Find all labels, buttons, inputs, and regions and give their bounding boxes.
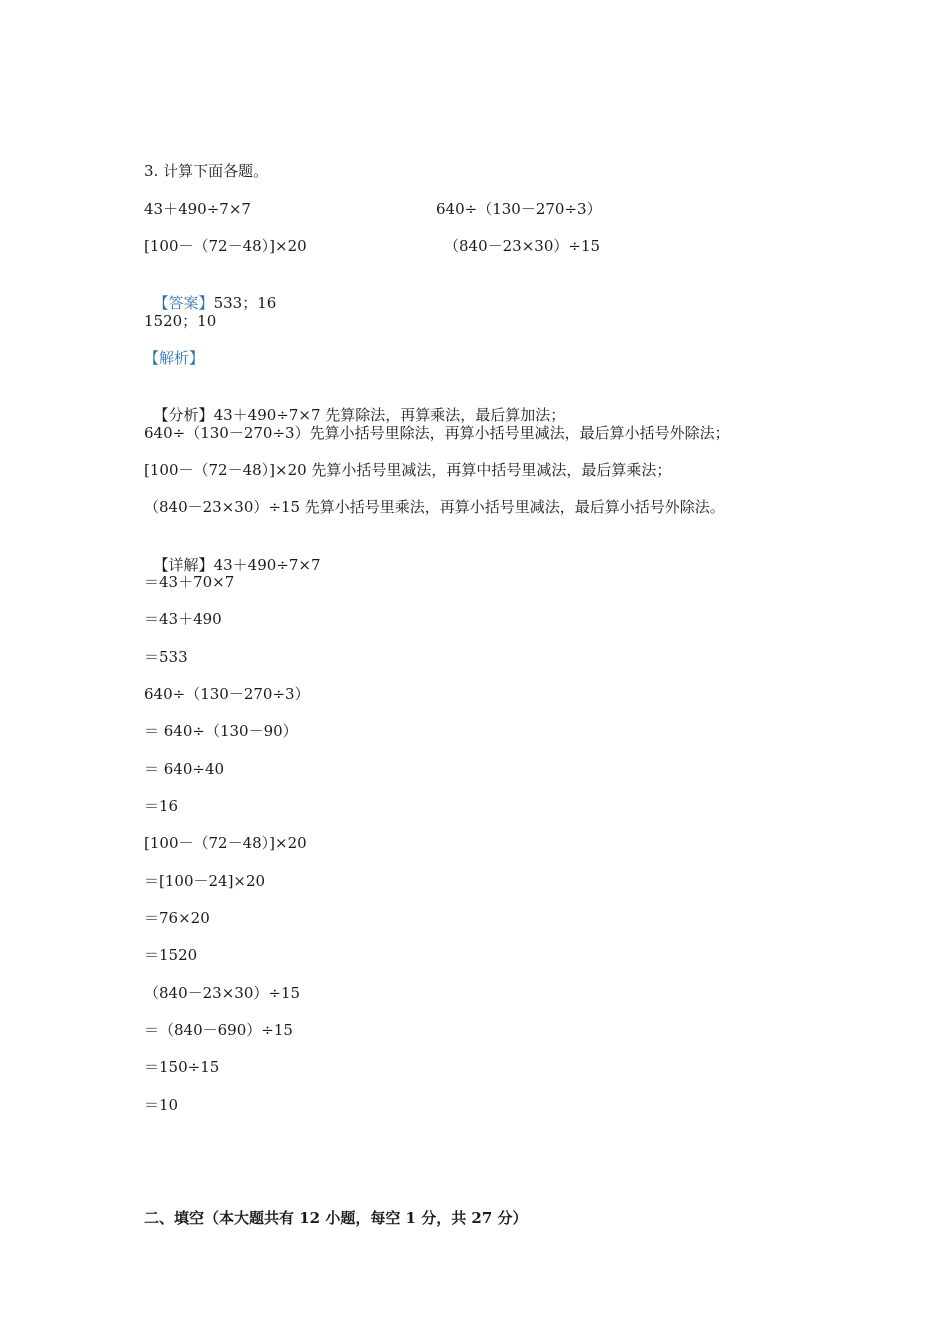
- answer-line: [144, 273, 276, 313]
- detail-line: [144, 535, 321, 575]
- step-line: [100－（72－48）]×20: [144, 834, 307, 852]
- analysis-tag: 【解析】: [144, 349, 205, 367]
- problem-4: （840－23×30）÷15: [444, 237, 601, 255]
- problem-1: 43＋490÷7×7: [144, 200, 251, 218]
- fenxi-line-4: （840－23×30）÷15 先算小括号里乘法，再算小括号里减法，最后算小括号外除法。: [144, 498, 725, 516]
- section-heading: 二、填空（本大题共有 12 小题，每空 1 分，共 27 分）: [144, 1209, 528, 1227]
- step-line: （840－23×30）÷15: [144, 984, 301, 1002]
- detail-first: 43＋490÷7×7: [213, 556, 321, 574]
- fenxi-line-2: 640÷（130－270÷3）先算小括号里除法，再算小括号里减法，最后算小括号外除法；: [144, 424, 730, 442]
- step-line: ＝16: [144, 797, 179, 815]
- step-line: ＝150÷15: [144, 1058, 220, 1076]
- answer-values-1: 533；16: [213, 294, 277, 312]
- fenxi-line-1: [144, 385, 565, 425]
- step-line: ＝[100－24]×20: [144, 872, 266, 890]
- step-line: ＝1520: [144, 946, 198, 964]
- step-line: ＝43＋490: [144, 610, 222, 628]
- step-line: ＝10: [144, 1096, 179, 1114]
- step-line: 640÷（130－270÷3）: [144, 685, 310, 703]
- step-line: ＝43＋70×7: [144, 573, 235, 591]
- step-line: ＝533: [144, 648, 188, 666]
- question-title: 3. 计算下面各题。: [144, 162, 269, 180]
- fenxi-tag: 【分析】: [153, 406, 214, 424]
- step-line: ＝76×20: [144, 909, 210, 927]
- fenxi-line-3: [100－（72－48）]×20 先算小括号里减法，再算中括号里减法，最后算乘法；: [144, 461, 672, 479]
- step-line: ＝ 640÷40: [144, 760, 225, 778]
- detail-tag: 【详解】: [153, 556, 214, 574]
- problem-2: 640÷（130－270÷3）: [436, 200, 602, 218]
- fenxi-text-1: 43＋490÷7×7 先算除法，再算乘法，最后算加法；: [213, 406, 566, 424]
- step-line: ＝（840－690）÷15: [144, 1021, 293, 1039]
- problem-3: [100－（72－48）]×20: [144, 237, 307, 255]
- answer-tag: 【答案】: [153, 294, 214, 312]
- step-line: ＝ 640÷（130－90）: [144, 722, 298, 740]
- answer-values-2: 1520；10: [144, 312, 217, 330]
